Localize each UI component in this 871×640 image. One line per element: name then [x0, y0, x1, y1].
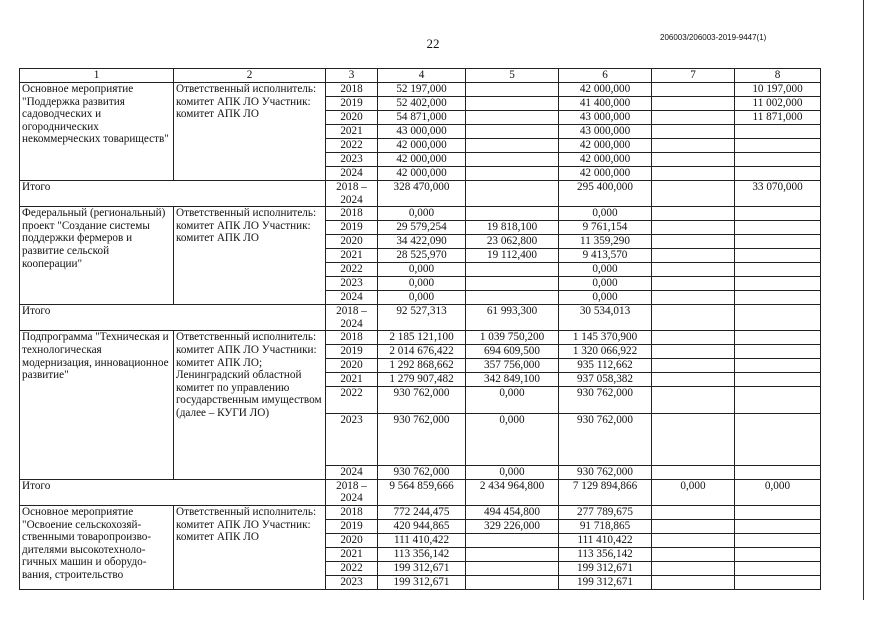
value-cell-c8	[735, 359, 821, 373]
column-header-6: 6	[559, 69, 652, 83]
row-name: Основное мероприятие "Освоение сельскохозяй-ственными товаропроизво-дителями высокотехноло-гичных машин и оборудо-вания, строительство	[20, 505, 174, 589]
year-cell: 2020	[326, 359, 378, 373]
value-cell-c7	[652, 139, 735, 153]
total-year: 2018 – 2024	[326, 181, 378, 207]
value-cell-c8	[735, 387, 821, 414]
value-cell-c6: 42 000,000	[559, 153, 652, 167]
value-cell-c7	[652, 387, 735, 414]
value-cell-c6: 41 400,000	[559, 97, 652, 111]
value-cell-c5: 19 818,100	[466, 221, 559, 235]
value-cell-c8	[735, 561, 821, 575]
value-cell-c8	[735, 331, 821, 345]
value-cell-c4: 113 356,142	[378, 547, 466, 561]
value-cell-c4: 43 000,000	[378, 125, 466, 139]
value-cell-c5: 0,000	[466, 413, 559, 465]
value-cell-c6: 42 000,000	[559, 167, 652, 181]
year-cell: 2021	[326, 373, 378, 387]
value-cell-c4: 34 422,090	[378, 235, 466, 249]
value-cell-c6: 0,000	[559, 291, 652, 305]
value-cell-c4: 0,000	[378, 291, 466, 305]
value-cell-c5	[466, 575, 559, 589]
column-header-1: 1	[20, 69, 174, 83]
value-cell-c5	[466, 533, 559, 547]
value-cell-c7	[652, 111, 735, 125]
value-cell-c4: 52 402,000	[378, 97, 466, 111]
value-cell-c7	[652, 533, 735, 547]
value-cell-c5	[466, 561, 559, 575]
total-value-c5	[466, 181, 559, 207]
year-cell: 2019	[326, 345, 378, 359]
value-cell-c8	[735, 125, 821, 139]
table-body	[20, 69, 821, 590]
value-cell-c7	[652, 291, 735, 305]
value-cell-c4: 28 525,970	[378, 249, 466, 263]
total-value-c7: 0,000	[652, 479, 735, 505]
value-cell-c6: 0,000	[559, 207, 652, 221]
value-cell-c8	[735, 505, 821, 519]
value-cell-c7	[652, 125, 735, 139]
value-cell-c6: 9 413,570	[559, 249, 652, 263]
column-header-5: 5	[466, 69, 559, 83]
value-cell-c8	[735, 533, 821, 547]
total-value-c8: 0,000	[735, 479, 821, 505]
year-cell: 2021	[326, 249, 378, 263]
year-cell: 2023	[326, 413, 378, 465]
total-value-c5: 2 434 964,800	[466, 479, 559, 505]
value-cell-c8	[735, 345, 821, 359]
value-cell-c7	[652, 345, 735, 359]
year-cell: 2018	[326, 505, 378, 519]
value-cell-c7	[652, 235, 735, 249]
value-cell-c5: 494 454,800	[466, 505, 559, 519]
total-value-c6: 7 129 894,866	[559, 479, 652, 505]
value-cell-c5	[466, 139, 559, 153]
value-cell-c7	[652, 505, 735, 519]
year-cell: 2022	[326, 263, 378, 277]
value-cell-c5: 694 609,500	[466, 345, 559, 359]
total-value-c5: 61 993,300	[466, 305, 559, 331]
value-cell-c8	[735, 277, 821, 291]
year-cell: 2019	[326, 221, 378, 235]
table-row	[20, 83, 821, 97]
value-cell-c5: 19 112,400	[466, 249, 559, 263]
year-cell: 2022	[326, 387, 378, 414]
year-cell: 2021	[326, 547, 378, 561]
value-cell-c6: 111 410,422	[559, 533, 652, 547]
row-name: Подпрограмма "Техническая и технологическая модернизация, инновационное развитие"	[20, 331, 174, 479]
value-cell-c6: 930 762,000	[559, 387, 652, 414]
total-value-c4: 328 470,000	[378, 181, 466, 207]
column-header-4: 4	[378, 69, 466, 83]
value-cell-c8	[735, 465, 821, 479]
total-year: 2018 – 2024	[326, 479, 378, 505]
value-cell-c4: 42 000,000	[378, 139, 466, 153]
value-cell-c4: 2 014 676,422	[378, 345, 466, 359]
value-cell-c8	[735, 519, 821, 533]
value-cell-c8	[735, 547, 821, 561]
value-cell-c6: 1 145 370,900	[559, 331, 652, 345]
column-header-8: 8	[735, 69, 821, 83]
total-value-c8: 33 070,000	[735, 181, 821, 207]
value-cell-c5: 1 039 750,200	[466, 331, 559, 345]
value-cell-c8	[735, 235, 821, 249]
total-value-c6: 30 534,013	[559, 305, 652, 331]
total-label: Итого	[20, 479, 326, 505]
total-value-c8	[735, 305, 821, 331]
value-cell-c4: 930 762,000	[378, 413, 466, 465]
value-cell-c7	[652, 561, 735, 575]
value-cell-c6: 113 356,142	[559, 547, 652, 561]
value-cell-c4: 42 000,000	[378, 153, 466, 167]
value-cell-c7	[652, 263, 735, 277]
year-cell: 2018	[326, 83, 378, 97]
value-cell-c8	[735, 139, 821, 153]
value-cell-c7	[652, 221, 735, 235]
year-cell: 2020	[326, 533, 378, 547]
value-cell-c7	[652, 153, 735, 167]
value-cell-c6: 199 312,671	[559, 575, 652, 589]
value-cell-c7	[652, 547, 735, 561]
year-cell: 2018	[326, 207, 378, 221]
value-cell-c6: 0,000	[559, 277, 652, 291]
table-row	[20, 331, 821, 345]
value-cell-c5	[466, 153, 559, 167]
value-cell-c4: 199 312,671	[378, 561, 466, 575]
year-cell: 2024	[326, 167, 378, 181]
value-cell-c7	[652, 207, 735, 221]
value-cell-c8	[735, 249, 821, 263]
value-cell-c7	[652, 83, 735, 97]
value-cell-c7	[652, 331, 735, 345]
value-cell-c7	[652, 97, 735, 111]
value-cell-c6: 11 359,290	[559, 235, 652, 249]
total-value-c6: 295 400,000	[559, 181, 652, 207]
value-cell-c5: 357 756,000	[466, 359, 559, 373]
value-cell-c5	[466, 547, 559, 561]
value-cell-c6: 930 762,000	[559, 465, 652, 479]
total-row	[20, 181, 821, 207]
year-cell: 2020	[326, 235, 378, 249]
value-cell-c4: 0,000	[378, 207, 466, 221]
year-cell: 2023	[326, 575, 378, 589]
value-cell-c6: 42 000,000	[559, 139, 652, 153]
value-cell-c6: 9 761,154	[559, 221, 652, 235]
total-value-c4: 9 564 859,666	[378, 479, 466, 505]
value-cell-c5: 329 226,000	[466, 519, 559, 533]
value-cell-c7	[652, 359, 735, 373]
value-cell-c5	[466, 277, 559, 291]
year-cell: 2019	[326, 519, 378, 533]
value-cell-c6: 937 058,382	[559, 373, 652, 387]
row-executor: Ответственный исполнитель: комитет АПК ЛО Участник: комитет АПК ЛО	[174, 83, 326, 181]
document-id: 206003/206003-2019-9447(1)	[660, 33, 767, 42]
value-cell-c4: 930 762,000	[378, 465, 466, 479]
value-cell-c4: 29 579,254	[378, 221, 466, 235]
value-cell-c4: 199 312,671	[378, 575, 466, 589]
value-cell-c4: 420 944,865	[378, 519, 466, 533]
value-cell-c5	[466, 263, 559, 277]
value-cell-c8: 11 871,000	[735, 111, 821, 125]
year-cell: 2024	[326, 291, 378, 305]
value-cell-c4: 0,000	[378, 277, 466, 291]
total-row	[20, 305, 821, 331]
value-cell-c8	[735, 413, 821, 465]
value-cell-c6: 42 000,000	[559, 83, 652, 97]
value-cell-c8	[735, 291, 821, 305]
value-cell-c6: 43 000,000	[559, 125, 652, 139]
page-border-line	[863, 0, 864, 600]
value-cell-c5	[466, 83, 559, 97]
table-row	[20, 505, 821, 519]
value-cell-c4: 0,000	[378, 263, 466, 277]
value-cell-c5	[466, 111, 559, 125]
value-cell-c7	[652, 277, 735, 291]
header-row	[20, 69, 821, 83]
value-cell-c5	[466, 291, 559, 305]
value-cell-c8	[735, 207, 821, 221]
value-cell-c5	[466, 167, 559, 181]
row-name: Основное мероприятие "Поддержка развития садоводческих и огороднических некоммерческих товариществ"	[20, 83, 174, 181]
value-cell-c6: 1 320 066,922	[559, 345, 652, 359]
value-cell-c8: 11 002,000	[735, 97, 821, 111]
row-executor: Ответственный исполнитель: комитет АПК ЛО Участник: комитет АПК ЛО	[174, 505, 326, 589]
column-header-7: 7	[652, 69, 735, 83]
value-cell-c8	[735, 221, 821, 235]
value-cell-c5	[466, 97, 559, 111]
value-cell-c4: 54 871,000	[378, 111, 466, 125]
value-cell-c7	[652, 519, 735, 533]
table-row	[20, 207, 821, 221]
total-label: Итого	[20, 181, 326, 207]
row-executor: Ответственный исполнитель: комитет АПК ЛО Участники: комитет АПК ЛО; Ленинградский областной комитет по управлению государственным имуществом (далее – КУГИ ЛО)	[174, 331, 326, 479]
year-cell: 2020	[326, 111, 378, 125]
value-cell-c5: 23 062,800	[466, 235, 559, 249]
total-row	[20, 479, 821, 505]
value-cell-c4: 772 244,475	[378, 505, 466, 519]
value-cell-c5: 0,000	[466, 387, 559, 414]
value-cell-c7	[652, 373, 735, 387]
value-cell-c8	[735, 575, 821, 589]
value-cell-c8	[735, 263, 821, 277]
year-cell: 2023	[326, 153, 378, 167]
value-cell-c5: 0,000	[466, 465, 559, 479]
value-cell-c7	[652, 167, 735, 181]
year-cell: 2021	[326, 125, 378, 139]
row-executor: Ответственный исполнитель: комитет АПК ЛО Участник: комитет АПК ЛО	[174, 207, 326, 305]
value-cell-c8	[735, 153, 821, 167]
year-cell: 2022	[326, 561, 378, 575]
year-cell: 2024	[326, 465, 378, 479]
value-cell-c7	[652, 413, 735, 465]
row-name: Федеральный (региональный) проект "Создание системы поддержки фермеров и развитие сельской кооперации"	[20, 207, 174, 305]
value-cell-c7	[652, 465, 735, 479]
value-cell-c5: 342 849,100	[466, 373, 559, 387]
value-cell-c4: 42 000,000	[378, 167, 466, 181]
total-label: Итого	[20, 305, 326, 331]
total-value-c7	[652, 305, 735, 331]
value-cell-c6: 930 762,000	[559, 413, 652, 465]
total-value-c7	[652, 181, 735, 207]
value-cell-c8	[735, 373, 821, 387]
value-cell-c4: 111 410,422	[378, 533, 466, 547]
value-cell-c4: 930 762,000	[378, 387, 466, 414]
column-header-2: 2	[174, 69, 326, 83]
year-cell: 2018	[326, 331, 378, 345]
total-year: 2018 – 2024	[326, 305, 378, 331]
value-cell-c5	[466, 125, 559, 139]
value-cell-c7	[652, 249, 735, 263]
value-cell-c4: 2 185 121,100	[378, 331, 466, 345]
value-cell-c6: 0,000	[559, 263, 652, 277]
budget-table	[19, 68, 821, 590]
year-cell: 2019	[326, 97, 378, 111]
value-cell-c4: 1 279 907,482	[378, 373, 466, 387]
value-cell-c8: 10 197,000	[735, 83, 821, 97]
value-cell-c4: 1 292 868,662	[378, 359, 466, 373]
total-value-c4: 92 527,313	[378, 305, 466, 331]
value-cell-c4: 52 197,000	[378, 83, 466, 97]
column-header-3: 3	[326, 69, 378, 83]
year-cell: 2022	[326, 139, 378, 153]
value-cell-c6: 277 789,675	[559, 505, 652, 519]
value-cell-c8	[735, 167, 821, 181]
page-number: 22	[426, 36, 440, 51]
value-cell-c6: 43 000,000	[559, 111, 652, 125]
value-cell-c6: 935 112,662	[559, 359, 652, 373]
value-cell-c5	[466, 207, 559, 221]
year-cell: 2023	[326, 277, 378, 291]
value-cell-c7	[652, 575, 735, 589]
value-cell-c6: 199 312,671	[559, 561, 652, 575]
value-cell-c6: 91 718,865	[559, 519, 652, 533]
